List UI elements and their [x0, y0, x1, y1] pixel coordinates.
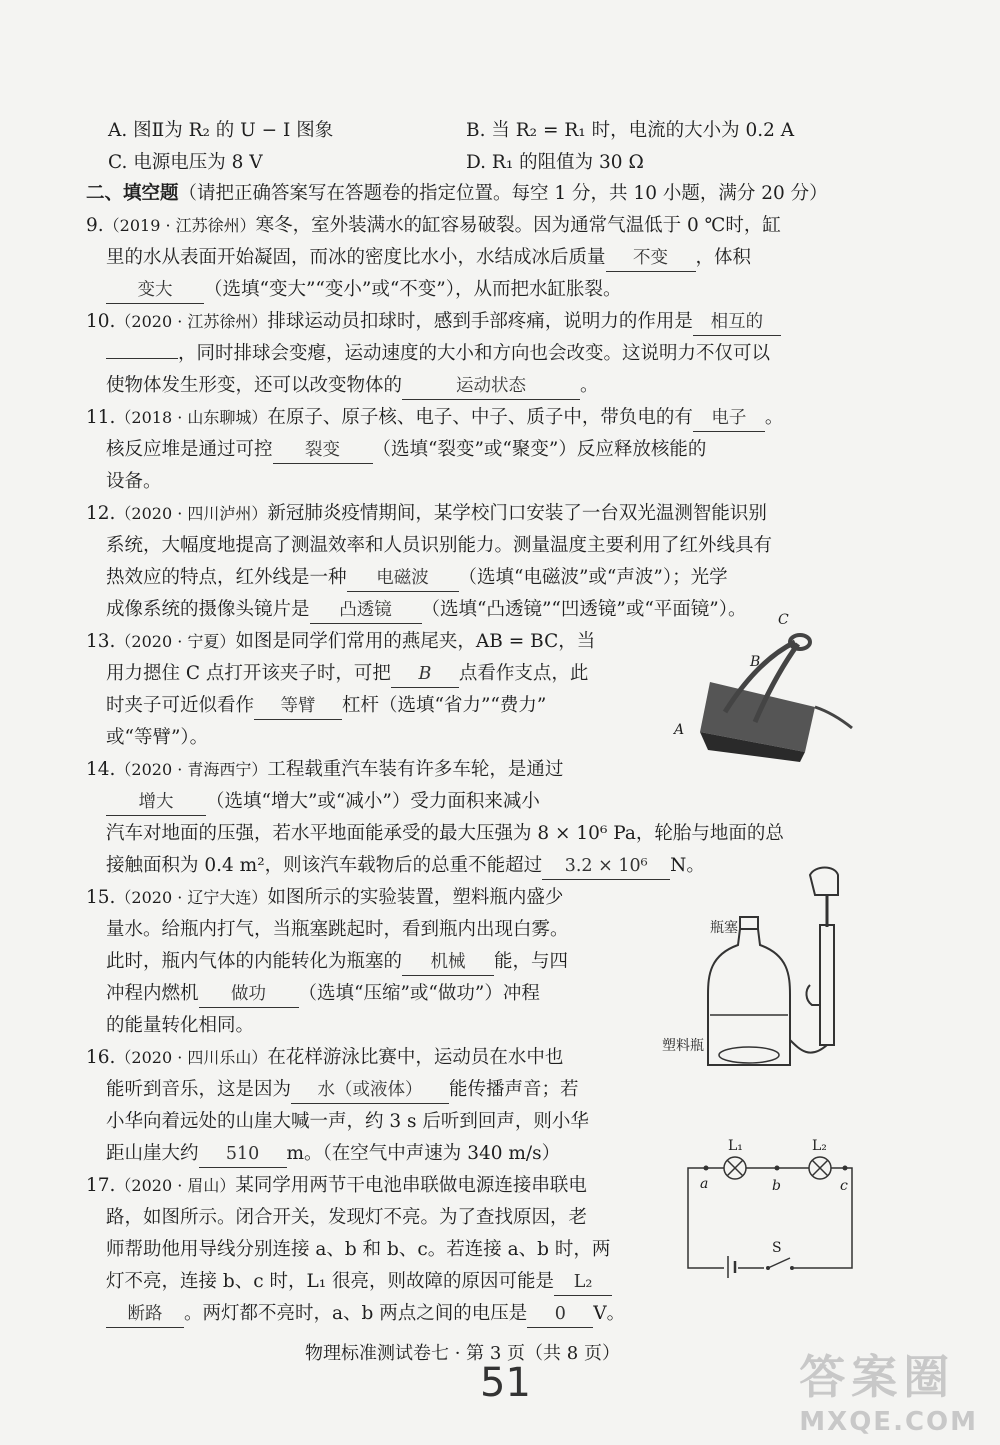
q15-line1 — [86, 885, 563, 911]
handwritten-page-number: 51 — [480, 1360, 531, 1406]
q17-answer-1-cont: 断路 — [106, 1301, 184, 1328]
q13-line3 — [106, 693, 546, 720]
q11-line3: 设备。 — [106, 471, 162, 492]
q13-line4: 或“等臂”）。 — [106, 727, 209, 748]
option-b: B. 当 R₂ = R₁ 时，电流的大小为 0.2 A — [466, 120, 795, 141]
section-heading — [86, 181, 828, 207]
q12-text: 热效应的特点，红外线是一种 — [106, 567, 347, 588]
q14-text: N。 — [670, 855, 705, 876]
q13-line1 — [86, 629, 595, 655]
q17-text: V。 — [593, 1303, 626, 1324]
q12-number: 12. — [86, 503, 116, 524]
lamp-l1-label: L₁ — [728, 1138, 743, 1154]
q11-line1 — [86, 405, 783, 432]
q15-line5: 的能量转化相同。 — [106, 1015, 255, 1036]
q11-text: 核反应堆是通过可控 — [106, 439, 273, 460]
option-a: A. 图Ⅱ为 R₂ 的 U − I 图象 — [108, 120, 334, 141]
watermark-bottom: MXQE.COM — [799, 1407, 978, 1437]
q16-line2 — [106, 1077, 579, 1104]
q17-line4 — [106, 1269, 612, 1296]
q17-answer-1: L₂ — [554, 1269, 612, 1296]
q12-answer-2: 凸透镜 — [310, 597, 422, 624]
q9-text: 寒冬，室外装满水的缸容易破裂。因为通常气温低于 0 ℃时，缸 — [255, 215, 781, 236]
clip-label-a: A — [674, 722, 685, 738]
q12-line3 — [106, 565, 728, 592]
q12-source: （2020 · 四川泸州） — [115, 504, 268, 523]
q15-number: 15. — [86, 887, 116, 908]
q10-answer-2: 运动状态 — [402, 373, 580, 400]
q16-answer-1: 水（或液体） — [291, 1077, 449, 1104]
q15-text: 能，与四 — [494, 951, 569, 972]
watermark — [799, 1341, 978, 1437]
clip-label-b: B — [750, 654, 761, 670]
q14-answer-1: 增大 — [106, 789, 206, 816]
q11-answer-1: 电子 — [693, 405, 765, 432]
q14-line1 — [86, 757, 563, 783]
q10-answer-1: 相互的 — [693, 309, 781, 336]
q16-text: 能传播声音；若 — [449, 1079, 579, 1100]
q15-text: （选填“压缩”或“做功”）冲程 — [298, 983, 540, 1004]
q13-text: 点看作支点，此 — [458, 663, 589, 684]
q16-text: 在花样游泳比赛中，运动员在水中也 — [267, 1047, 564, 1068]
q13-number: 13. — [86, 631, 116, 652]
q13-text: 杠杆（选填“省力”“费力” — [342, 695, 547, 716]
q14-text: 接触面积为 0.4 m²，则该汽车载物后的总重不能超过 — [106, 855, 543, 876]
q17-number: 17. — [86, 1175, 116, 1196]
q16-line1 — [86, 1045, 563, 1071]
q16-answer-2: 510 — [199, 1141, 287, 1168]
q14-line4 — [106, 853, 705, 880]
q10-source: （2020 · 江苏徐州） — [115, 312, 268, 331]
q11-text: （选填“裂变”或“聚变”）反应释放核能的 — [372, 439, 707, 460]
q17-text: 灯不亮，连接 b、c 时，L₁ 很亮，则故障的原因可能是 — [106, 1271, 555, 1292]
binder-clip-figure — [670, 612, 860, 772]
switch-s-label: S — [772, 1240, 782, 1256]
q14-line2 — [106, 789, 540, 816]
q9-source: （2019 · 江苏徐州） — [103, 216, 256, 235]
q10-text: 。 — [580, 375, 599, 396]
q11-text: 在原子、原子核、电子、中子、质子中，带负电的有 — [267, 407, 693, 428]
q12-text: （选填“电磁波”或“声波”）；光学 — [458, 567, 728, 588]
q14-answer-2: 3.2 × 10⁶ — [542, 853, 670, 880]
q15-source: （2020 · 辽宁大连） — [115, 888, 268, 907]
q13-answer-2: 等臂 — [254, 693, 342, 720]
page-footer: 物理标准测试卷七 · 第 3 页（共 8 页） — [305, 1343, 620, 1364]
q13-line2 — [106, 661, 588, 688]
q11-text: 。 — [764, 407, 784, 428]
q13-source: （2020 · 宁夏） — [115, 632, 236, 651]
binder-clip-icon — [670, 612, 860, 772]
q10-line3 — [106, 373, 599, 400]
q14-text: 工程载重汽车装有许多车轮，是通过 — [267, 759, 564, 780]
point-a-label: a — [700, 1176, 709, 1192]
q13-text: 时夹子可近似看作 — [106, 695, 255, 716]
q12-answer-1: 电磁波 — [347, 565, 459, 592]
q16-source: （2020 · 四川乐山） — [115, 1048, 268, 1067]
q12-line4 — [106, 597, 747, 624]
q17-answer-2: 0 — [527, 1301, 593, 1328]
q12-text: 成像系统的摄像头镜片是 — [106, 599, 310, 620]
q17-source: （2020 · 眉山） — [115, 1176, 236, 1195]
q9-number: 9. — [86, 215, 104, 236]
q15-line2: 量水。给瓶内打气，当瓶塞跳起时，看到瓶内出现白雾。 — [106, 919, 569, 940]
q16-text: m。（在空气中声速为 340 m/s） — [286, 1143, 561, 1164]
q17-line2: 路，如图所示。闭合开关，发现灯不亮。为了查找原因，老 — [106, 1207, 588, 1228]
q17-text: 。两灯都不亮时，a、b 两点之间的电压是 — [184, 1303, 528, 1324]
bottle-pump-figure — [660, 865, 870, 1085]
clip-label-c: C — [778, 612, 789, 628]
q10-text: 使物体发生形变，还可以改变物体的 — [106, 375, 403, 396]
q17-line1 — [86, 1173, 587, 1199]
q11-answer-2: 裂变 — [273, 437, 373, 464]
q15-answer-1: 机械 — [402, 949, 494, 976]
q16-number: 16. — [86, 1047, 116, 1068]
point-c-label: c — [840, 1178, 848, 1194]
option-d: D. R₁ 的阻值为 30 Ω — [466, 152, 644, 173]
q15-line4 — [106, 981, 540, 1008]
q12-line1 — [86, 501, 767, 527]
watermark-top: 答案圈 — [799, 1350, 956, 1404]
q13-answer-1: B — [391, 661, 459, 688]
q9-answer-1: 不变 — [606, 245, 696, 272]
q9-answer-2: 变大 — [106, 277, 204, 304]
q9-line1 — [86, 213, 781, 239]
q14-number: 14. — [86, 759, 116, 780]
q10-text: 排球运动员扣球时，感到手部疼痛，说明力的作用是 — [267, 311, 693, 332]
point-b-label: b — [772, 1178, 781, 1194]
q17-line5 — [106, 1301, 625, 1328]
circuit-diagram-icon — [680, 1138, 860, 1278]
q9-line2 — [106, 245, 751, 272]
q15-text: 如图所示的实验装置，塑料瓶内盛少 — [267, 887, 564, 908]
circuit-figure — [680, 1138, 860, 1278]
q12-text: （选填“凸透镜”“凹透镜”或“平面镜”）。 — [421, 599, 747, 620]
section-note: （请把正确答案写在答题卷的指定位置。每空 1 分，共 10 小题，满分 20 分） — [178, 183, 828, 204]
label-bottle-cap: 瓶塞 — [710, 920, 738, 936]
q16-line4 — [106, 1141, 560, 1168]
q10-text: ，同时排球会变瘪，运动速度的大小和方向也会改变。这说明力不仅可以 — [178, 343, 771, 364]
q11-source: （2018 · 山东聊城） — [115, 408, 268, 427]
q11-number: 11. — [86, 407, 116, 428]
q16-text: 能听到音乐，这是因为 — [106, 1079, 292, 1100]
lamp-l2-label: L₂ — [812, 1138, 827, 1154]
q9-text: 里的水从表面开始凝固，而冰的密度比水小，水结成冰后质量 — [106, 247, 606, 268]
q12-text: 新冠肺炎疫情期间，某学校门口安装了一台双光温测智能识别 — [267, 503, 767, 524]
section-title: 二、填空题 — [86, 183, 179, 204]
option-c: C. 电源电压为 8 V — [108, 152, 263, 173]
q16-line3: 小华向着远处的山崖大喊一声，约 3 s 后听到回声，则小华 — [106, 1111, 589, 1132]
q14-line3: 汽车对地面的压强，若水平地面能承受的最大压强为 8 × 10⁶ Pa，轮胎与地面的总 — [106, 823, 784, 844]
q14-source: （2020 · 青海西宁） — [115, 760, 268, 779]
q9-line3 — [106, 277, 622, 304]
q15-answer-2: 做功 — [199, 981, 299, 1008]
q15-text: 冲程内燃机 — [106, 983, 199, 1004]
q17-text: 某同学用两节干电池串联做电源连接串联电 — [235, 1175, 587, 1196]
q10-answer-1-cont — [106, 358, 178, 359]
label-plastic-bottle: 塑料瓶 — [662, 1038, 704, 1054]
q10-line2 — [106, 341, 770, 367]
q13-text: 如图是同学们常用的燕尾夹，AB = BC，当 — [235, 631, 596, 652]
q13-text: 用力摁住 C 点打开该夹子时，可把 — [106, 663, 391, 684]
q15-line3 — [106, 949, 568, 976]
q10-number: 10. — [86, 311, 116, 332]
q9-text: ，体积 — [695, 247, 752, 268]
q15-text: 此时，瓶内气体的内能转化为瓶塞的 — [106, 951, 403, 972]
q11-line2 — [106, 437, 706, 464]
q14-text: （选填“增大”或“减小”）受力面积来减小 — [206, 791, 540, 812]
q9-text: （选填“变大”“变小”或“不变”），从而把水缸胀裂。 — [204, 279, 622, 300]
q16-text: 距山崖大约 — [106, 1143, 199, 1164]
q12-line2: 系统，大幅度地提高了测温效率和人员识别能力。测量温度主要利用了红外线具有 — [106, 535, 773, 556]
q10-line1 — [86, 309, 781, 336]
q17-line3: 师帮助他用导线分别连接 a、b 和 b、c。若连接 a、b 时，两 — [106, 1239, 611, 1260]
